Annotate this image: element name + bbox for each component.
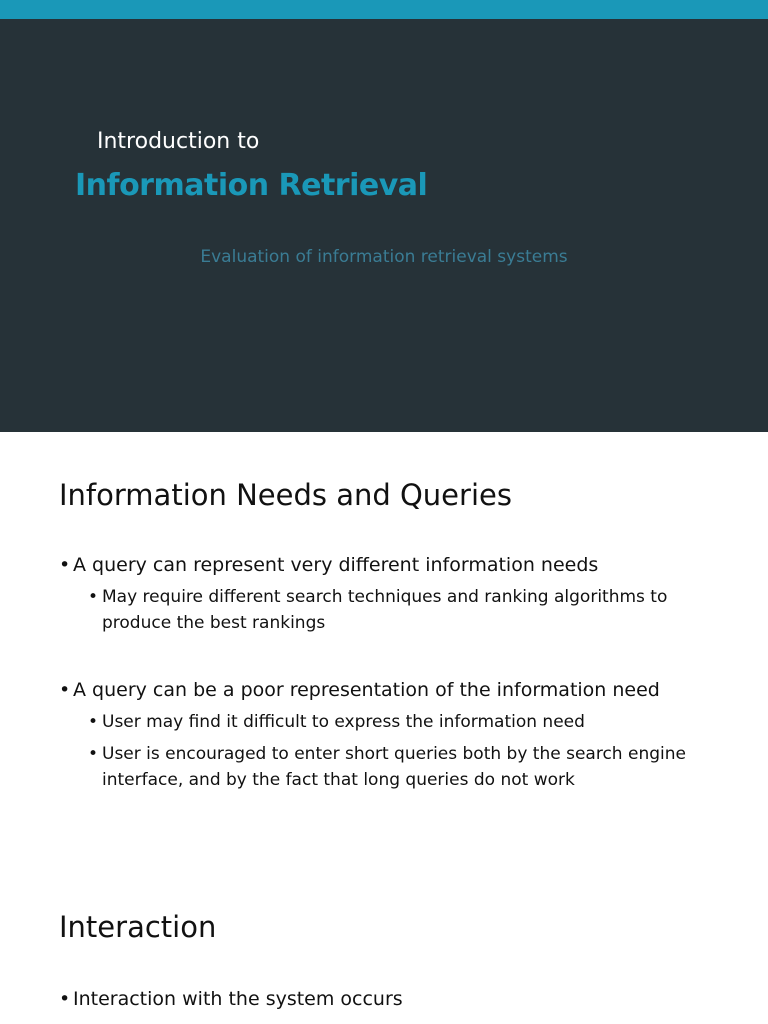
presentation-subtitle: Evaluation of information retrieval systems — [200, 247, 568, 267]
title-slide — [0, 0, 768, 432]
pre-title: Introduction to — [97, 129, 260, 154]
slide-interaction — [0, 864, 768, 1024]
accent-bar — [0, 0, 768, 19]
slide-heading: Interaction — [59, 910, 217, 944]
slide-heading: Information Needs and Queries — [59, 478, 512, 512]
sub-bullet-item: • User may find it difficult to express the information need — [88, 709, 728, 735]
slide-information-needs — [0, 432, 768, 864]
sub-bullet-item: • User is encouraged to enter short queries both by the search engine interface, and by the fact that long queries do not work — [88, 741, 728, 793]
sub-bullet-item: • May require different search techniques and ranking algorithms to produce the best rankings — [88, 584, 728, 636]
presentation-title: Information Retrieval — [75, 168, 428, 203]
bullet-item: • Interaction with the system occurs — [59, 986, 738, 1012]
bullet-item: • A query can be a poor representation of the information need — [59, 677, 738, 703]
bullet-item: • A query can represent very different information needs — [59, 552, 738, 578]
